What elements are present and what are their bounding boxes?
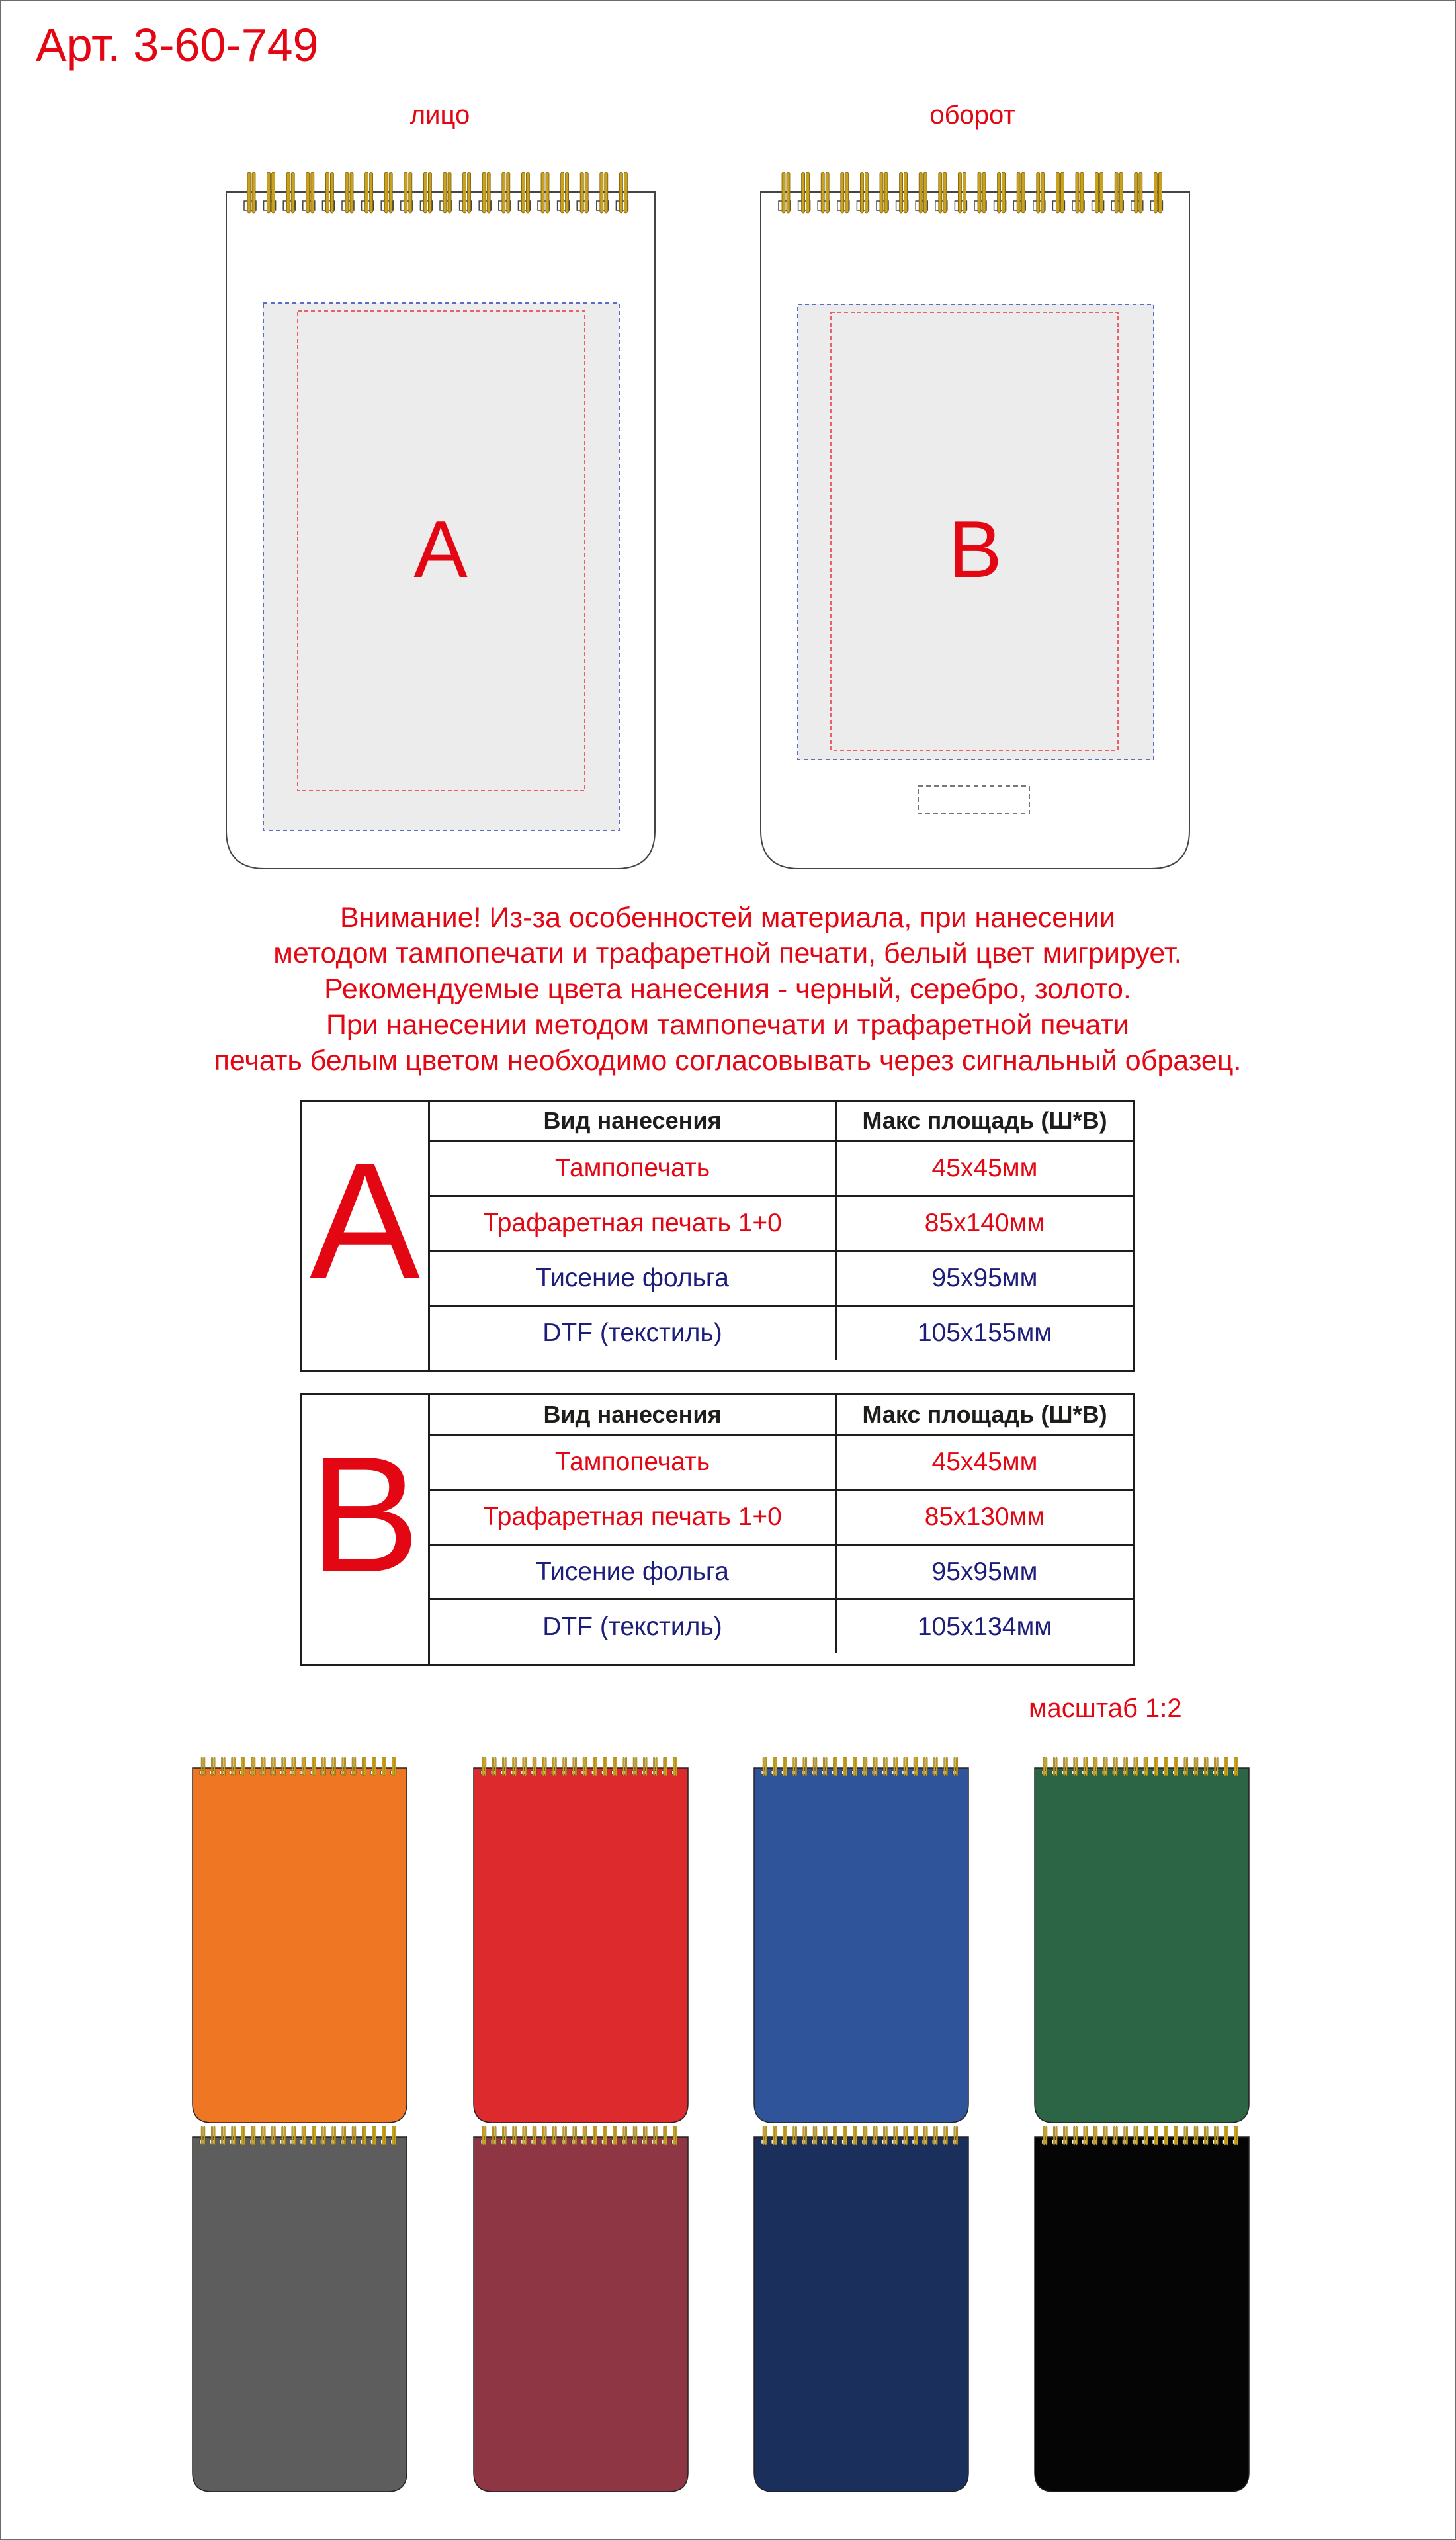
color-swatch-red — [473, 1757, 689, 2123]
table-letter-cell — [302, 1395, 430, 1664]
method-cell: Тисение фольга — [430, 1545, 836, 1600]
back-side-label: оборот — [929, 101, 1015, 130]
notepad-cover — [474, 2137, 688, 2492]
zone-letter-b: B — [948, 504, 1002, 594]
table-letter-b: B — [310, 1422, 420, 1606]
color-swatch-burgundy — [473, 2126, 689, 2492]
notepad-cover — [754, 1768, 968, 2123]
notice-line: Рекомендуемые цвета нанесения - черный, серебро, золото. — [324, 973, 1131, 1005]
table-letter-a: A — [310, 1128, 420, 1313]
spec-table-a — [300, 1100, 1135, 1372]
table-letter-cell — [302, 1102, 430, 1370]
header-method: Вид нанесения — [430, 1102, 836, 1141]
notice-line: печать белым цветом необходимо согласовывать через сигнальный образец. — [214, 1045, 1242, 1076]
front-notepad-template — [225, 172, 656, 870]
header-method: Вид нанесения — [430, 1395, 836, 1435]
color-swatch-black — [1034, 2126, 1250, 2492]
size-cell: 85x140мм — [836, 1196, 1133, 1251]
color-swatch-grey — [192, 2126, 407, 2492]
method-table — [430, 1395, 1133, 1653]
size-cell: 95x95мм — [836, 1545, 1133, 1600]
zone-letter-a: A — [413, 504, 468, 594]
notepad-cover — [474, 1768, 688, 2123]
table-header-row — [430, 1102, 1133, 1141]
method-cell: Тампопечать — [430, 1141, 836, 1196]
header-max-area: Макс площадь (Ш*В) — [836, 1102, 1133, 1141]
method-cell: Тисение фольга — [430, 1251, 836, 1306]
method-cell: DTF (текстиль) — [430, 1600, 836, 1654]
color-swatch-navy — [753, 2126, 969, 2492]
notice-line: методом тампопечати и трафаретной печати, белый цвет мигрирует. — [273, 938, 1182, 969]
method-cell: Трафаретная печать 1+0 — [430, 1196, 836, 1251]
warning-notice — [99, 900, 1356, 1078]
color-swatch-blue — [753, 1757, 969, 2123]
notice-line: При нанесении методом тампопечати и трафаретной печати — [325, 1009, 1130, 1041]
spec-table-b — [300, 1393, 1135, 1666]
table-row — [430, 1141, 1133, 1196]
front-side-label: лицо — [409, 101, 470, 130]
table-row — [430, 1251, 1133, 1306]
table-row — [430, 1490, 1133, 1545]
color-swatch-orange — [192, 1757, 407, 2123]
size-cell: 105x134мм — [836, 1600, 1133, 1654]
size-cell: 105x155мм — [836, 1306, 1133, 1360]
size-cell: 45x45мм — [836, 1435, 1133, 1490]
table-header-row — [430, 1395, 1133, 1435]
color-swatch-green — [1034, 1757, 1250, 2123]
header-max-area: Макс площадь (Ш*В) — [836, 1395, 1133, 1435]
size-cell: 85x130мм — [836, 1490, 1133, 1545]
table-row — [430, 1545, 1133, 1600]
method-cell: Трафаретная печать 1+0 — [430, 1490, 836, 1545]
method-cell: Тампопечать — [430, 1435, 836, 1490]
method-table — [430, 1102, 1133, 1360]
notepad-cover — [193, 2137, 407, 2492]
notepad-cover — [754, 2137, 968, 2492]
notepad-cover — [1035, 1768, 1249, 2123]
table-row — [430, 1600, 1133, 1654]
size-cell: 45x45мм — [836, 1141, 1133, 1196]
table-row — [430, 1435, 1133, 1490]
notepad-cover — [193, 1768, 407, 2123]
size-cell: 95x95мм — [836, 1251, 1133, 1306]
method-cell: DTF (текстиль) — [430, 1306, 836, 1360]
scale-label: масштаб 1:2 — [1029, 1694, 1182, 1723]
notepad-cover — [1035, 2137, 1249, 2492]
back-notepad-template — [759, 172, 1191, 870]
article-title: Арт. 3-60-749 — [36, 19, 319, 71]
notice-line: Внимание! Из-за особенностей материала, при нанесении — [340, 902, 1115, 934]
table-row — [430, 1196, 1133, 1251]
table-row — [430, 1306, 1133, 1360]
